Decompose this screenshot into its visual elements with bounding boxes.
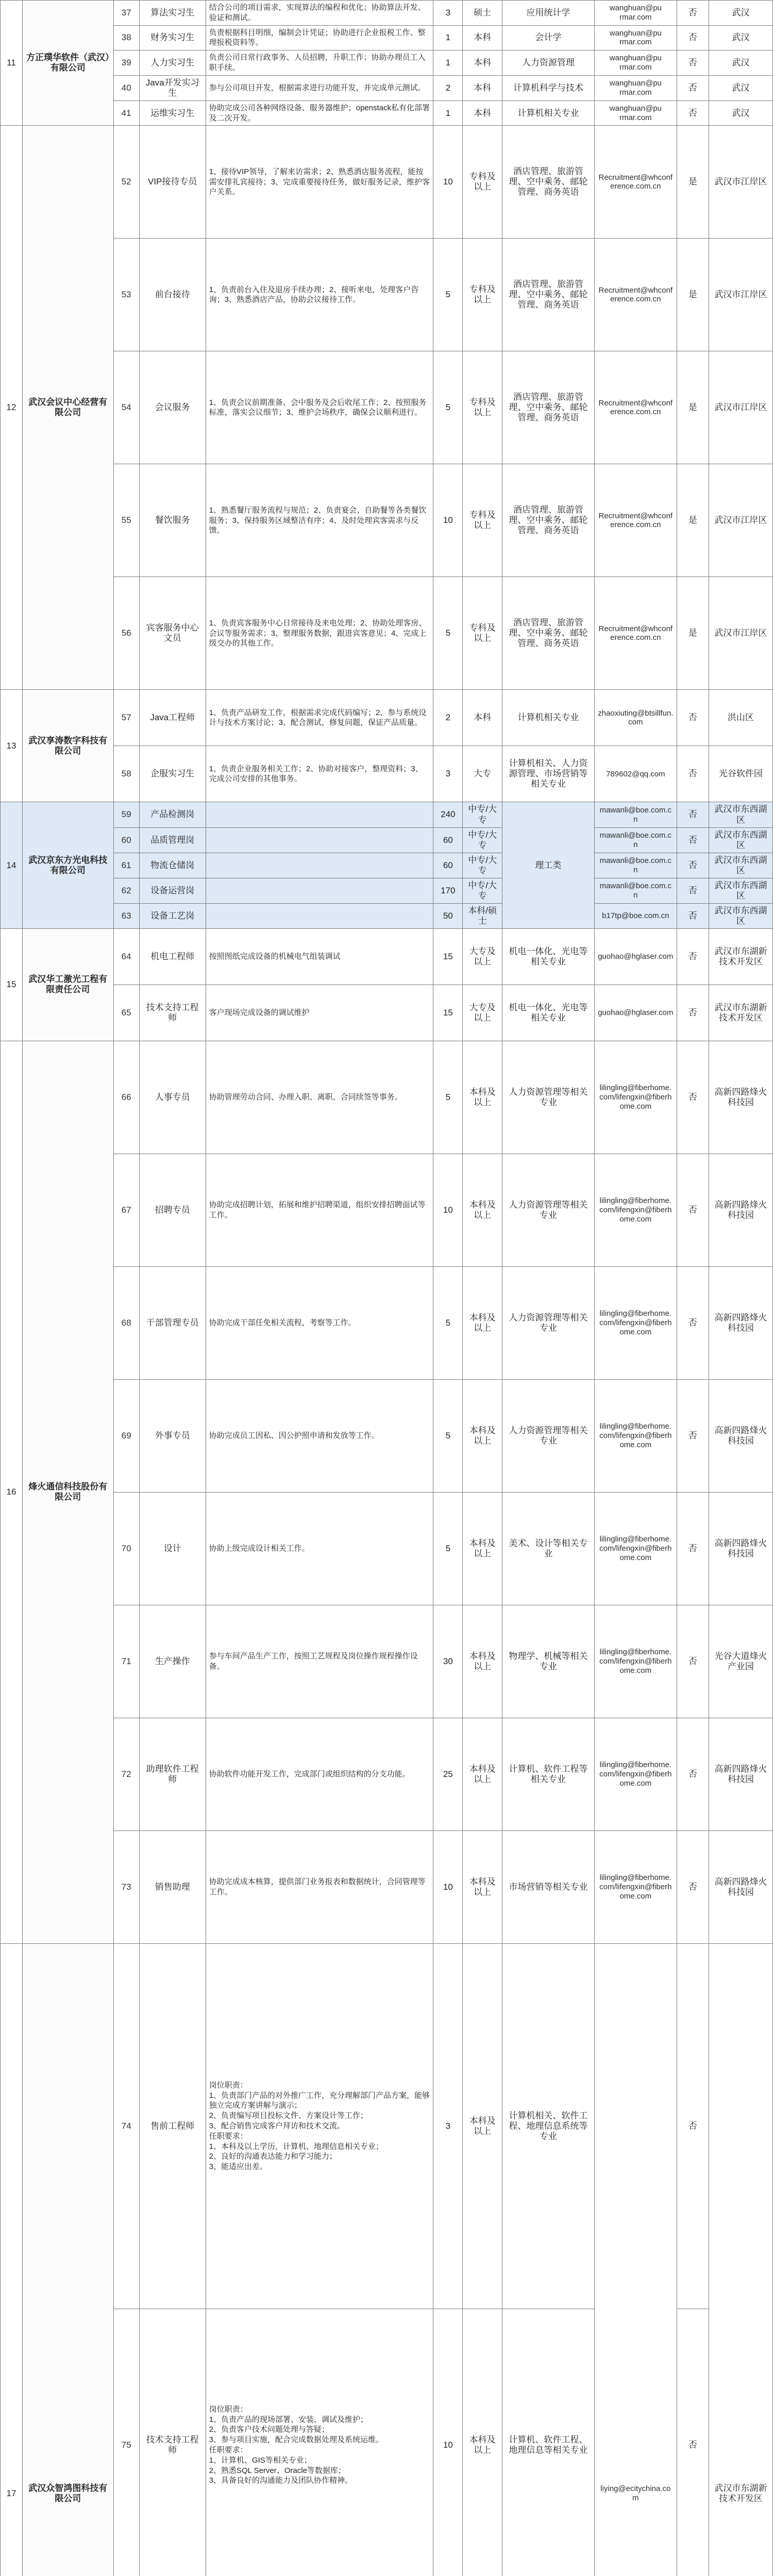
job-education: 中专/大专 <box>463 853 502 878</box>
job-description: 协助管理劳动合同、办理入职、离职、合同续签等事务。 <box>206 1041 433 1154</box>
job-description: 客户现场完成设备的调试维护 <box>206 985 433 1041</box>
company-name: 方正璞华软件（武汉）有限公司 <box>22 1 113 126</box>
job-flag: 否 <box>677 75 709 100</box>
job-education: 本科及以上 <box>463 1718 502 1831</box>
job-location: 高新四路烽火科技园 <box>709 1492 772 1605</box>
job-location: 高新四路烽火科技园 <box>709 1041 772 1154</box>
job-description: 参与公司项目开发，根据需求进行功能开发，并完成单元测试。 <box>206 75 433 100</box>
job-flag: 否 <box>677 1943 709 2309</box>
job-flag: 否 <box>677 1266 709 1379</box>
job-description: 负责公司日常行政事务、人员招聘，升职工作；协助办理员工入职手续。 <box>206 50 433 76</box>
job-contact: lilingling@fiberhome.com/lifengxin@fiberhome.com <box>594 1266 677 1379</box>
table-row <box>1 1943 773 2309</box>
job-contact: b17tp@boe.com.cn <box>594 903 677 928</box>
job-count: 5 <box>433 1041 463 1154</box>
job-contact: guohao@hglaser.com <box>594 928 677 985</box>
job-description: 参与车间产品生产工作，按照工艺规程及岗位操作规程操作设备。 <box>206 1605 433 1718</box>
table-row <box>1 928 773 985</box>
job-description: 岗位职责： 1、负责产品的现场部署、安装、调试及维护； 2、负责客户技术问题处理与答疑； 3、参与项目实施，配合完成数据处理及系统运维。 任职要求： 1、计算机、GIS等相关专业； 2、熟悉SQL Server、Oracle等数据库； 3、具备良好的沟通能力及团队协作精神。 <box>206 2309 433 2576</box>
table-row <box>1 464 773 577</box>
job-seq: 66 <box>113 1041 139 1154</box>
job-education: 本科 <box>463 50 502 76</box>
table-row <box>1 1605 773 1718</box>
job-flag: 否 <box>677 1379 709 1492</box>
job-description <box>206 853 433 878</box>
table-row <box>1 903 773 928</box>
table-row <box>1 1492 773 1605</box>
job-count: 50 <box>433 903 463 928</box>
job-major: 计算机、软件工程、地理信息等相关专业 <box>502 2309 594 2576</box>
job-count: 60 <box>433 853 463 878</box>
job-major: 酒店管理、旅游管理、空中乘务、邮轮管理、商务英语 <box>502 464 594 577</box>
job-contact: wanghuan@pu rmar.com <box>594 75 677 100</box>
job-contact: Recruitment@whconference.com.cn <box>594 126 677 239</box>
job-description: 1、负责前台入住及退房手续办理；2、接听来电，处理客户咨询；3、熟悉酒店产品，协助会议接待工作。 <box>206 239 433 351</box>
job-education: 本科及以上 <box>463 1605 502 1718</box>
company-sn: 17 <box>1 1943 23 2576</box>
job-flag: 否 <box>677 1041 709 1154</box>
table-row <box>1 577 773 690</box>
company-name: 武汉会议中心经营有限公司 <box>22 126 113 690</box>
job-education: 专科及以上 <box>463 239 502 351</box>
job-flag: 否 <box>677 1831 709 1943</box>
job-location: 武汉市东西湖区 <box>709 827 772 853</box>
job-flag: 否 <box>677 928 709 985</box>
job-seq: 62 <box>113 878 139 903</box>
job-location: 高新四路烽火科技园 <box>709 1718 772 1831</box>
job-contact: lilingling@fiberhome.com/lifengxin@fiberhome.com <box>594 1718 677 1831</box>
company-sn: 16 <box>1 1041 23 1943</box>
job-count: 10 <box>433 1831 463 1943</box>
job-education: 硕士 <box>463 1 502 26</box>
job-location: 武汉市东西湖区 <box>709 802 772 827</box>
job-description: 1、负责会议前期准备、会中服务及会后收尾工作；2、按照服务标准，落实会议细节；3、维护会场秩序，确保会议顺利进行。 <box>206 351 433 464</box>
job-major: 人力资源管理等相关专业 <box>502 1266 594 1379</box>
job-title: 招聘专员 <box>139 1154 206 1266</box>
job-seq: 55 <box>113 464 139 577</box>
job-location: 武汉 <box>709 75 772 100</box>
job-seq: 68 <box>113 1266 139 1379</box>
job-contact: lilingling@fiberhome.com/lifengxin@fiberhome.com <box>594 1605 677 1718</box>
job-contact: lilingling@fiberhome.com/lifengxin@fiberhome.com <box>594 1154 677 1266</box>
job-contact: wanghuan@pu rmar.com <box>594 100 677 126</box>
job-count: 10 <box>433 464 463 577</box>
job-contact: Recruitment@whconference.com.cn <box>594 577 677 690</box>
job-seq: 56 <box>113 577 139 690</box>
job-title: VIP接待专员 <box>139 126 206 239</box>
job-count: 10 <box>433 2309 463 2576</box>
job-contact: lilingling@fiberhome.com/lifengxin@fiberhome.com <box>594 1379 677 1492</box>
job-location: 光谷大道烽火产业园 <box>709 1605 772 1718</box>
job-seq: 37 <box>113 1 139 26</box>
job-major: 机电一体化、光电等相关专业 <box>502 928 594 985</box>
job-location: 光谷软件园 <box>709 746 772 802</box>
job-location: 武汉 <box>709 25 772 50</box>
job-title: 宾客服务中心文员 <box>139 577 206 690</box>
job-description: 1、负责产品研发工作，根据需求完成代码编写；2、参与系统设计与技术方案讨论；3、配合测试，修复问题，保证产品质量。 <box>206 690 433 746</box>
job-description <box>206 878 433 903</box>
job-education: 专科及以上 <box>463 464 502 577</box>
job-contact: zhaoxiuting@btsillfun.com <box>594 690 677 746</box>
table-row <box>1 1718 773 1831</box>
job-title: 企服实习生 <box>139 746 206 802</box>
job-location: 洪山区 <box>709 690 772 746</box>
job-flag: 是 <box>677 464 709 577</box>
job-seq: 41 <box>113 100 139 126</box>
job-flag: 否 <box>677 1 709 26</box>
job-education: 本科及以上 <box>463 2309 502 2576</box>
table-row <box>1 75 773 100</box>
job-flag: 否 <box>677 1492 709 1605</box>
job-contact: mawanli@boe.com.cn <box>594 878 677 903</box>
table-row <box>1 1041 773 1154</box>
job-seq: 53 <box>113 239 139 351</box>
table-row <box>1 1831 773 1943</box>
job-flag: 否 <box>677 746 709 802</box>
company-name: 武汉京东方光电科技有限公司 <box>22 802 113 928</box>
job-description: 按照图纸完成设备的机械电气组装调试 <box>206 928 433 985</box>
job-title: 前台接待 <box>139 239 206 351</box>
job-education: 本科 <box>463 100 502 126</box>
job-seq: 63 <box>113 903 139 928</box>
job-education: 专科及以上 <box>463 577 502 690</box>
job-education: 本科及以上 <box>463 1943 502 2309</box>
job-description: 负责根据科目明细，编制会计凭证；协助进行企业报税工作、整理报税资料等。 <box>206 25 433 50</box>
job-major: 机电一体化、光电等相关专业 <box>502 985 594 1041</box>
table-row <box>1 239 773 351</box>
job-contact: mawanli@boe.com.cn <box>594 827 677 853</box>
job-major: 计算机相关专业 <box>502 690 594 746</box>
job-count: 2 <box>433 75 463 100</box>
job-flag: 否 <box>677 985 709 1041</box>
job-table-body <box>1 1 773 2576</box>
job-seq: 38 <box>113 25 139 50</box>
job-title: 物流仓储岗 <box>139 853 206 878</box>
job-flag: 否 <box>677 1718 709 1831</box>
job-title: 人力实习生 <box>139 50 206 76</box>
table-row <box>1 1266 773 1379</box>
job-seq: 71 <box>113 1605 139 1718</box>
job-title: 财务实习生 <box>139 25 206 50</box>
company-name: 武汉享涛数字科技有限公司 <box>22 690 113 802</box>
job-title: 售前工程师 <box>139 1943 206 2309</box>
company-name: 武汉华工激光工程有限责任公司 <box>22 928 113 1041</box>
job-seq: 59 <box>113 802 139 827</box>
table-row <box>1 1379 773 1492</box>
job-education: 专科及以上 <box>463 126 502 239</box>
job-count: 10 <box>433 126 463 239</box>
table-row <box>1 853 773 878</box>
job-location: 武汉市东湖新技术开发区 <box>709 1943 772 2576</box>
job-seq: 40 <box>113 75 139 100</box>
job-major: 酒店管理、旅游管理、空中乘务、邮轮管理、商务英语 <box>502 577 594 690</box>
table-row <box>1 126 773 239</box>
job-title: 人事专员 <box>139 1041 206 1154</box>
job-major: 酒店管理、旅游管理、空中乘务、邮轮管理、商务英语 <box>502 239 594 351</box>
job-title: 产品检测岗 <box>139 802 206 827</box>
job-description <box>206 827 433 853</box>
job-education: 中专/大专 <box>463 878 502 903</box>
company-sn: 13 <box>1 690 23 802</box>
job-count: 2 <box>433 690 463 746</box>
job-title: 运维实习生 <box>139 100 206 126</box>
job-contact: mawanli@boe.com.cn <box>594 802 677 827</box>
job-flag: 否 <box>677 50 709 76</box>
job-education: 本科及以上 <box>463 1831 502 1943</box>
job-count: 1 <box>433 25 463 50</box>
job-major: 人力资源管理等相关专业 <box>502 1379 594 1492</box>
company-sn: 14 <box>1 802 23 928</box>
job-seq: 73 <box>113 1831 139 1943</box>
job-description <box>206 802 433 827</box>
job-major: 酒店管理、旅游管理、空中乘务、邮轮管理、商务英语 <box>502 126 594 239</box>
job-seq: 58 <box>113 746 139 802</box>
job-location: 武汉市江岸区 <box>709 351 772 464</box>
job-flag: 否 <box>677 1605 709 1718</box>
job-title: 设备工艺岗 <box>139 903 206 928</box>
job-count: 5 <box>433 577 463 690</box>
job-seq: 64 <box>113 928 139 985</box>
job-contact: lilingling@fiberhome.com/lifengxin@fiberhome.com <box>594 1492 677 1605</box>
job-description: 结合公司的项目需求，实现算法的编程和优化；协助算法开发、验证和测试。 <box>206 1 433 26</box>
job-description <box>206 903 433 928</box>
job-location: 武汉市东湖新技术开发区 <box>709 985 772 1041</box>
job-education: 本科及以上 <box>463 1041 502 1154</box>
table-row <box>1 985 773 1041</box>
job-location: 武汉市江岸区 <box>709 464 772 577</box>
job-flag: 是 <box>677 351 709 464</box>
job-contact: mawanli@boe.com.cn <box>594 853 677 878</box>
job-description: 协助完成员工因私、因公护照申请和发放等工作。 <box>206 1379 433 1492</box>
job-education: 本科及以上 <box>463 1379 502 1492</box>
job-major: 计算机、软件工程等相关专业 <box>502 1718 594 1831</box>
job-contact: 789602@qq.com <box>594 746 677 802</box>
table-row <box>1 50 773 76</box>
job-count: 15 <box>433 928 463 985</box>
job-count: 3 <box>433 746 463 802</box>
job-flag: 是 <box>677 239 709 351</box>
table-row <box>1 802 773 827</box>
job-contact: Recruitment@whconference.com.cn <box>594 464 677 577</box>
table-row <box>1 351 773 464</box>
job-description: 1、负责宾客服务中心日常接待及来电处理；2、协助处理客房、会议等服务需求；3、整理服务数据，跟进宾客意见；4、完成上级交办的其他工作。 <box>206 577 433 690</box>
job-location: 高新四路烽火科技园 <box>709 1154 772 1266</box>
company-name: 烽火通信科技股份有限公司 <box>22 1041 113 1943</box>
job-major: 美术、设计等相关专业 <box>502 1492 594 1605</box>
job-flag: 是 <box>677 126 709 239</box>
job-education: 大专及以上 <box>463 985 502 1041</box>
job-seq: 72 <box>113 1718 139 1831</box>
job-education: 本科/硕士 <box>463 903 502 928</box>
job-major: 市场营销等相关专业 <box>502 1831 594 1943</box>
job-title: Java开发实习生 <box>139 75 206 100</box>
company-sn: 12 <box>1 126 23 690</box>
job-education: 本科及以上 <box>463 1492 502 1605</box>
job-education: 本科 <box>463 75 502 100</box>
job-location: 高新四路烽火科技园 <box>709 1266 772 1379</box>
job-flag: 否 <box>677 690 709 746</box>
table-row <box>1 1 773 26</box>
job-seq: 70 <box>113 1492 139 1605</box>
job-contact: wanghuan@pu rmar.com <box>594 50 677 76</box>
job-education: 本科 <box>463 690 502 746</box>
job-description: 1、接待VIP领导，了解来访需求；2、熟悉酒店服务流程，能按需安排礼宾接待；3、完成重要接待任务，做好服务记录，维护客户关系。 <box>206 126 433 239</box>
table-row <box>1 746 773 802</box>
job-location: 高新四路烽火科技园 <box>709 1379 772 1492</box>
job-location: 高新四路烽火科技园 <box>709 1831 772 1943</box>
job-count: 60 <box>433 827 463 853</box>
job-title: 会议服务 <box>139 351 206 464</box>
job-location: 武汉 <box>709 1 772 26</box>
job-count: 170 <box>433 878 463 903</box>
job-title: 算法实习生 <box>139 1 206 26</box>
job-count: 3 <box>433 1943 463 2309</box>
job-title: 技术支持工程师 <box>139 2309 206 2576</box>
job-contact: wanghuan@pu rmar.com <box>594 1 677 26</box>
job-contact: guohao@hglaser.com <box>594 985 677 1041</box>
job-education: 中专/大专 <box>463 827 502 853</box>
job-education: 本科 <box>463 25 502 50</box>
job-seq: 65 <box>113 985 139 1041</box>
job-seq: 52 <box>113 126 139 239</box>
job-contact: lilingling@fiberhome.com/lifengxin@fiberhome.com <box>594 1041 677 1154</box>
job-title: 设计 <box>139 1492 206 1605</box>
job-title: 干部管理专员 <box>139 1266 206 1379</box>
job-seq: 61 <box>113 853 139 878</box>
job-location: 武汉市东湖新技术开发区 <box>709 928 772 985</box>
job-education: 大专及以上 <box>463 928 502 985</box>
job-description: 岗位职责： 1、负责部门产品的对外推广工作，充分理解部门产品方案，能够独立完成方案讲解与演示； 2、负责编写项目投标文件、方案设计等工作； 3、配合销售完成客户拜访和技术交流。 任职要求： 1、本科及以上学历，计算机、地理信息相关专业； 2、良好的沟通表达能力和学习能力； 3、能适应出差。 <box>206 1943 433 2309</box>
job-title: 机电工程师 <box>139 928 206 985</box>
job-major: 人力资源管理 <box>502 50 594 76</box>
job-title: 助理软件工程师 <box>139 1718 206 1831</box>
job-seq: 74 <box>113 1943 139 2309</box>
job-seq: 57 <box>113 690 139 746</box>
job-major: 酒店管理、旅游管理、空中乘务、邮轮管理、商务英语 <box>502 351 594 464</box>
job-description: 协助完成成本核算，提供部门业务报表和数据统计，合同管理等工作。 <box>206 1831 433 1943</box>
table-row <box>1 1154 773 1266</box>
job-count: 1 <box>433 100 463 126</box>
job-description: 协助软件功能开发工作，完成部门或组织结构的分支功能。 <box>206 1718 433 1831</box>
job-description: 协助完成公司各种网络设备、服务器维护；openstack私有化部署及二次开发。 <box>206 100 433 126</box>
job-description: 协助上级完成设计相关工作。 <box>206 1492 433 1605</box>
job-flag: 否 <box>677 827 709 853</box>
job-location: 武汉市东西湖区 <box>709 853 772 878</box>
job-title: 品质管理岗 <box>139 827 206 853</box>
job-major: 计算机科学与技术 <box>502 75 594 100</box>
job-location: 武汉 <box>709 50 772 76</box>
job-seq: 39 <box>113 50 139 76</box>
job-contact: Recruitment@whconference.com.cn <box>594 351 677 464</box>
job-seq: 67 <box>113 1154 139 1266</box>
job-major: 会计学 <box>502 25 594 50</box>
job-major: 计算机相关专业 <box>502 100 594 126</box>
company-name: 武汉众智鸿图科技有限公司 <box>22 1943 113 2576</box>
job-title: 外事专员 <box>139 1379 206 1492</box>
job-title: 销售助理 <box>139 1831 206 1943</box>
job-contact: Recruitment@whconference.com.cn <box>594 239 677 351</box>
job-description: 1、熟悉餐厅服务流程与规范；2、负责宴会、自助餐等各类餐饮服务；3、保持服务区域整洁有序；4、及时处理宾客需求与反馈。 <box>206 464 433 577</box>
table-row <box>1 100 773 126</box>
job-seq: 60 <box>113 827 139 853</box>
job-location: 武汉市东西湖区 <box>709 903 772 928</box>
job-location: 武汉市江岸区 <box>709 577 772 690</box>
job-count: 5 <box>433 1379 463 1492</box>
job-title: Java工程师 <box>139 690 206 746</box>
job-count: 25 <box>433 1718 463 1831</box>
job-flag: 否 <box>677 100 709 126</box>
job-major: 应用统计学 <box>502 1 594 26</box>
job-title: 技术支持工程师 <box>139 985 206 1041</box>
job-count: 10 <box>433 1154 463 1266</box>
job-description: 协助完成干部任免相关流程，考察等工作。 <box>206 1266 433 1379</box>
job-location: 武汉市东西湖区 <box>709 878 772 903</box>
job-title: 设备运营岗 <box>139 878 206 903</box>
job-major: 计算机相关、软件工程、地理信息系统等专业 <box>502 1943 594 2309</box>
job-education: 本科及以上 <box>463 1154 502 1266</box>
job-location: 武汉 <box>709 100 772 126</box>
table-row <box>1 878 773 903</box>
job-major: 物理学、机械等相关专业 <box>502 1605 594 1718</box>
table-row <box>1 690 773 746</box>
job-major: 人力资源管理等相关专业 <box>502 1041 594 1154</box>
job-seq: 75 <box>113 2309 139 2576</box>
job-contact: liying@ecitychina.com <box>594 1943 677 2576</box>
job-description: 1、负责企业服务相关工作；2、协助对接客户，整理资料；3、完成公司安排的其他事务。 <box>206 746 433 802</box>
job-count: 5 <box>433 239 463 351</box>
company-sn: 11 <box>1 1 23 126</box>
job-seq: 69 <box>113 1379 139 1492</box>
job-education: 大专 <box>463 746 502 802</box>
job-location: 武汉市江岸区 <box>709 126 772 239</box>
job-flag: 否 <box>677 903 709 928</box>
job-contact: lilingling@fiberhome.com/lifengxin@fiberhome.com <box>594 1831 677 1943</box>
table-row <box>1 25 773 50</box>
job-flag: 否 <box>677 853 709 878</box>
job-seq: 54 <box>113 351 139 464</box>
job-flag: 否 <box>677 25 709 50</box>
job-education: 中专/大专 <box>463 802 502 827</box>
job-education: 专科及以上 <box>463 351 502 464</box>
job-location: 武汉市江岸区 <box>709 239 772 351</box>
job-major: 人力资源管理等相关专业 <box>502 1154 594 1266</box>
job-title: 生产操作 <box>139 1605 206 1718</box>
job-title: 餐饮服务 <box>139 464 206 577</box>
job-flag: 否 <box>677 1154 709 1266</box>
job-flag: 否 <box>677 2309 709 2576</box>
job-count: 1 <box>433 50 463 76</box>
company-sn: 15 <box>1 928 23 1041</box>
job-flag: 否 <box>677 802 709 827</box>
job-count: 5 <box>433 1266 463 1379</box>
job-count: 240 <box>433 802 463 827</box>
job-description: 协助完成招聘计划，拓展和维护招聘渠道，组织安排招聘面试等工作。 <box>206 1154 433 1266</box>
job-count: 5 <box>433 1492 463 1605</box>
job-contact: wanghuan@pu rmar.com <box>594 25 677 50</box>
job-flag: 否 <box>677 878 709 903</box>
job-count: 15 <box>433 985 463 1041</box>
job-major: 计算机相关、人力资源管理、市场营销等相关专业 <box>502 746 594 802</box>
job-major: 理工类 <box>502 802 594 928</box>
job-count: 30 <box>433 1605 463 1718</box>
job-count: 5 <box>433 351 463 464</box>
job-flag: 是 <box>677 577 709 690</box>
job-count: 3 <box>433 1 463 26</box>
table-row <box>1 827 773 853</box>
job-education: 本科及以上 <box>463 1266 502 1379</box>
